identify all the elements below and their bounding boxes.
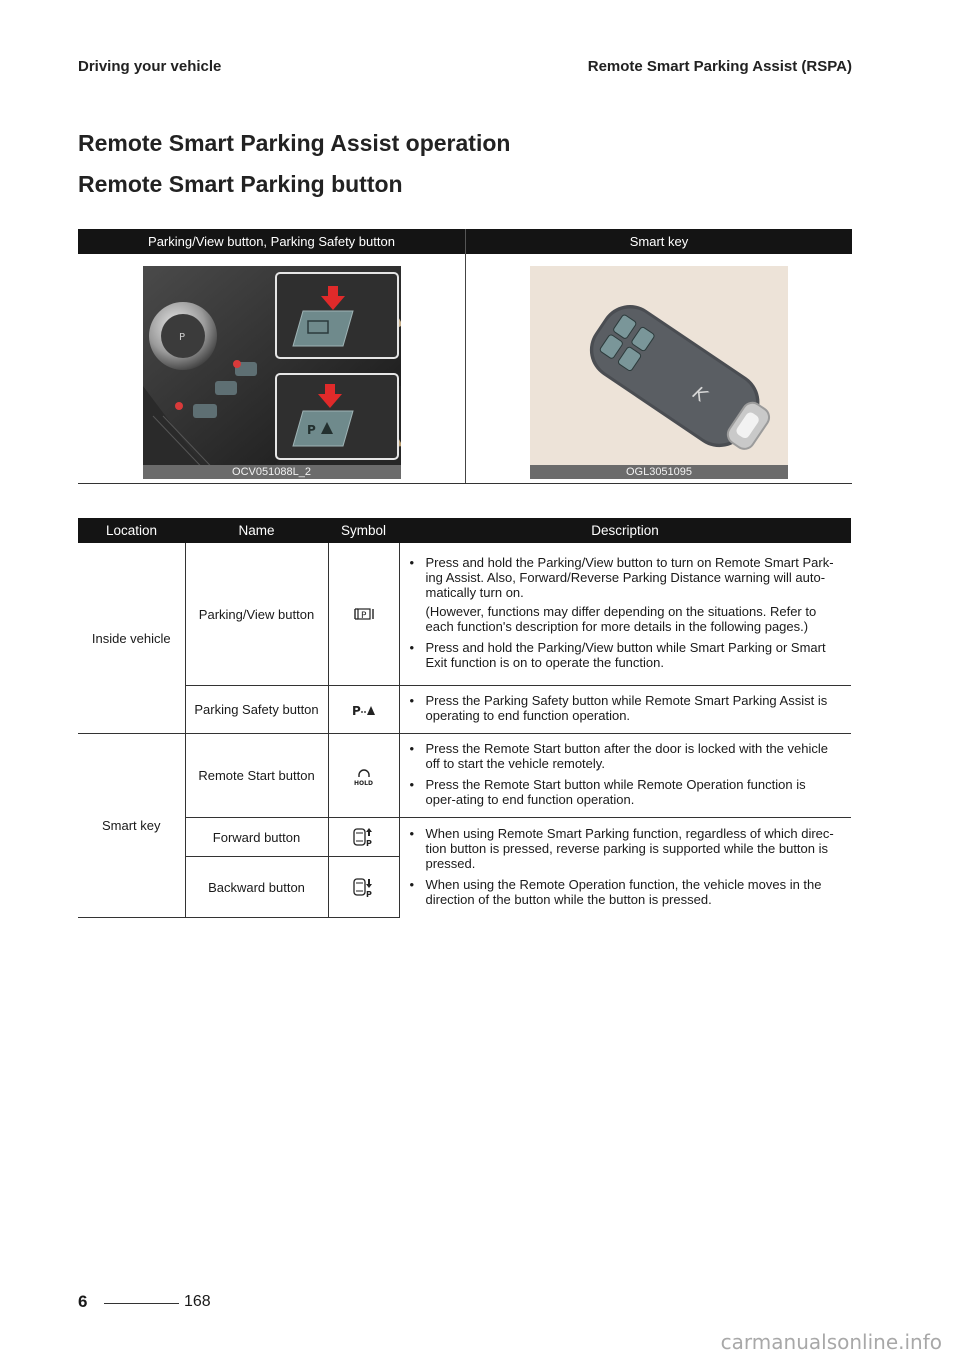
forward-symbol-cell xyxy=(328,818,399,857)
header-description: Description xyxy=(399,518,851,543)
parking-view-symbol-cell xyxy=(328,543,399,686)
subsection-title: Remote Smart Parking button xyxy=(78,171,403,197)
location-smart-key: Smart key xyxy=(78,734,185,918)
svg-text:P: P xyxy=(365,890,372,898)
backward-symbol-cell xyxy=(328,857,399,918)
illustration-column-console: Parking/View button, Parking Safety button xyxy=(148,234,395,249)
svg-text:P: P xyxy=(365,839,372,848)
svg-text:P: P xyxy=(351,704,361,718)
header-location: Location xyxy=(78,518,185,543)
watermark: carmanualsonline.info xyxy=(720,1330,942,1354)
list-item: • Press and hold the Parking/View button to turn on Remote Smart Park-ing Assist. Also, Forward/Reverse Parking Distance warning will auto-matically turn on. (However, functions may differ depending on the situations. Refer to each function's description for more details in the following pages.) xyxy=(408,555,838,634)
note-text: (However, functions may differ depending on the situations. Refer to each function's description for more details in the following pages.) xyxy=(425,604,817,634)
remote-start-symbol-cell xyxy=(328,734,399,818)
illustration-column-smartkey: Smart key xyxy=(465,229,852,254)
table-row xyxy=(78,734,851,818)
name-remote-start: Remote Start button xyxy=(185,734,328,818)
footer-rule xyxy=(104,1303,179,1304)
table-row xyxy=(78,686,851,734)
list-item: • When using the Remote Operation function, the vehicle moves in the direction of the button while the button is pressed. xyxy=(408,877,838,907)
page-number: 168 xyxy=(184,1293,211,1310)
list-item: • When using Remote Smart Parking function, regardless of which direc-tion button is pressed, reverse parking is supported while the button is pressed. xyxy=(408,826,838,871)
backward-icon xyxy=(352,876,376,898)
remote-start-icon xyxy=(352,765,376,787)
smart-key-illustration xyxy=(530,266,788,479)
location-inside-vehicle: Inside vehicle xyxy=(78,543,185,734)
illustration-table-header xyxy=(78,229,852,254)
illustration-row xyxy=(78,254,852,484)
console-buttons-illustration xyxy=(143,266,401,479)
name-forward: Forward button xyxy=(185,818,328,857)
svg-text:HOLD: HOLD xyxy=(353,779,373,787)
button-description-table xyxy=(78,518,851,918)
illustration-table xyxy=(78,229,852,484)
name-parking-safety: Parking Safety button xyxy=(185,686,328,734)
table-header-row xyxy=(78,518,851,543)
list-item: • Press the Remote Start button while Remote Operation function is oper-ating to end function operation. xyxy=(408,777,838,807)
running-header-topic: Remote Smart Parking Assist (RSPA) xyxy=(587,58,852,75)
figure-code: OCV051088L_2 xyxy=(143,465,401,479)
running-header-section: Driving your vehicle xyxy=(78,58,222,75)
parking-safety-icon xyxy=(351,703,377,717)
name-backward: Backward button xyxy=(185,857,328,918)
list-item: • Press and hold the Parking/View button while Smart Parking or Smart Exit function is on to operate the function. xyxy=(408,640,838,670)
svg-text:P: P xyxy=(306,423,316,437)
figure-code: OGL3051095 xyxy=(530,465,788,479)
forward-icon xyxy=(352,826,376,848)
list-item: • Press the Parking Safety button while Remote Smart Parking Assist is operating to end function operation. xyxy=(408,693,838,723)
header-name: Name xyxy=(185,518,328,543)
header-symbol: Symbol xyxy=(328,518,399,543)
section-title: Remote Smart Parking Assist operation xyxy=(78,130,511,156)
svg-text:K: K xyxy=(688,382,711,407)
table-row xyxy=(78,543,851,686)
table-row xyxy=(78,818,851,857)
list-item: • Press the Remote Start button after the door is locked with the vehicle off to start the vehicle remotely. xyxy=(408,741,838,771)
chapter-number: 6 xyxy=(78,1292,88,1311)
svg-text:P: P xyxy=(178,332,185,343)
parking-view-icon xyxy=(352,606,376,622)
svg-text:P: P xyxy=(360,611,366,622)
parking-safety-symbol-cell xyxy=(328,686,399,734)
name-parking-view: Parking/View button xyxy=(185,543,328,686)
